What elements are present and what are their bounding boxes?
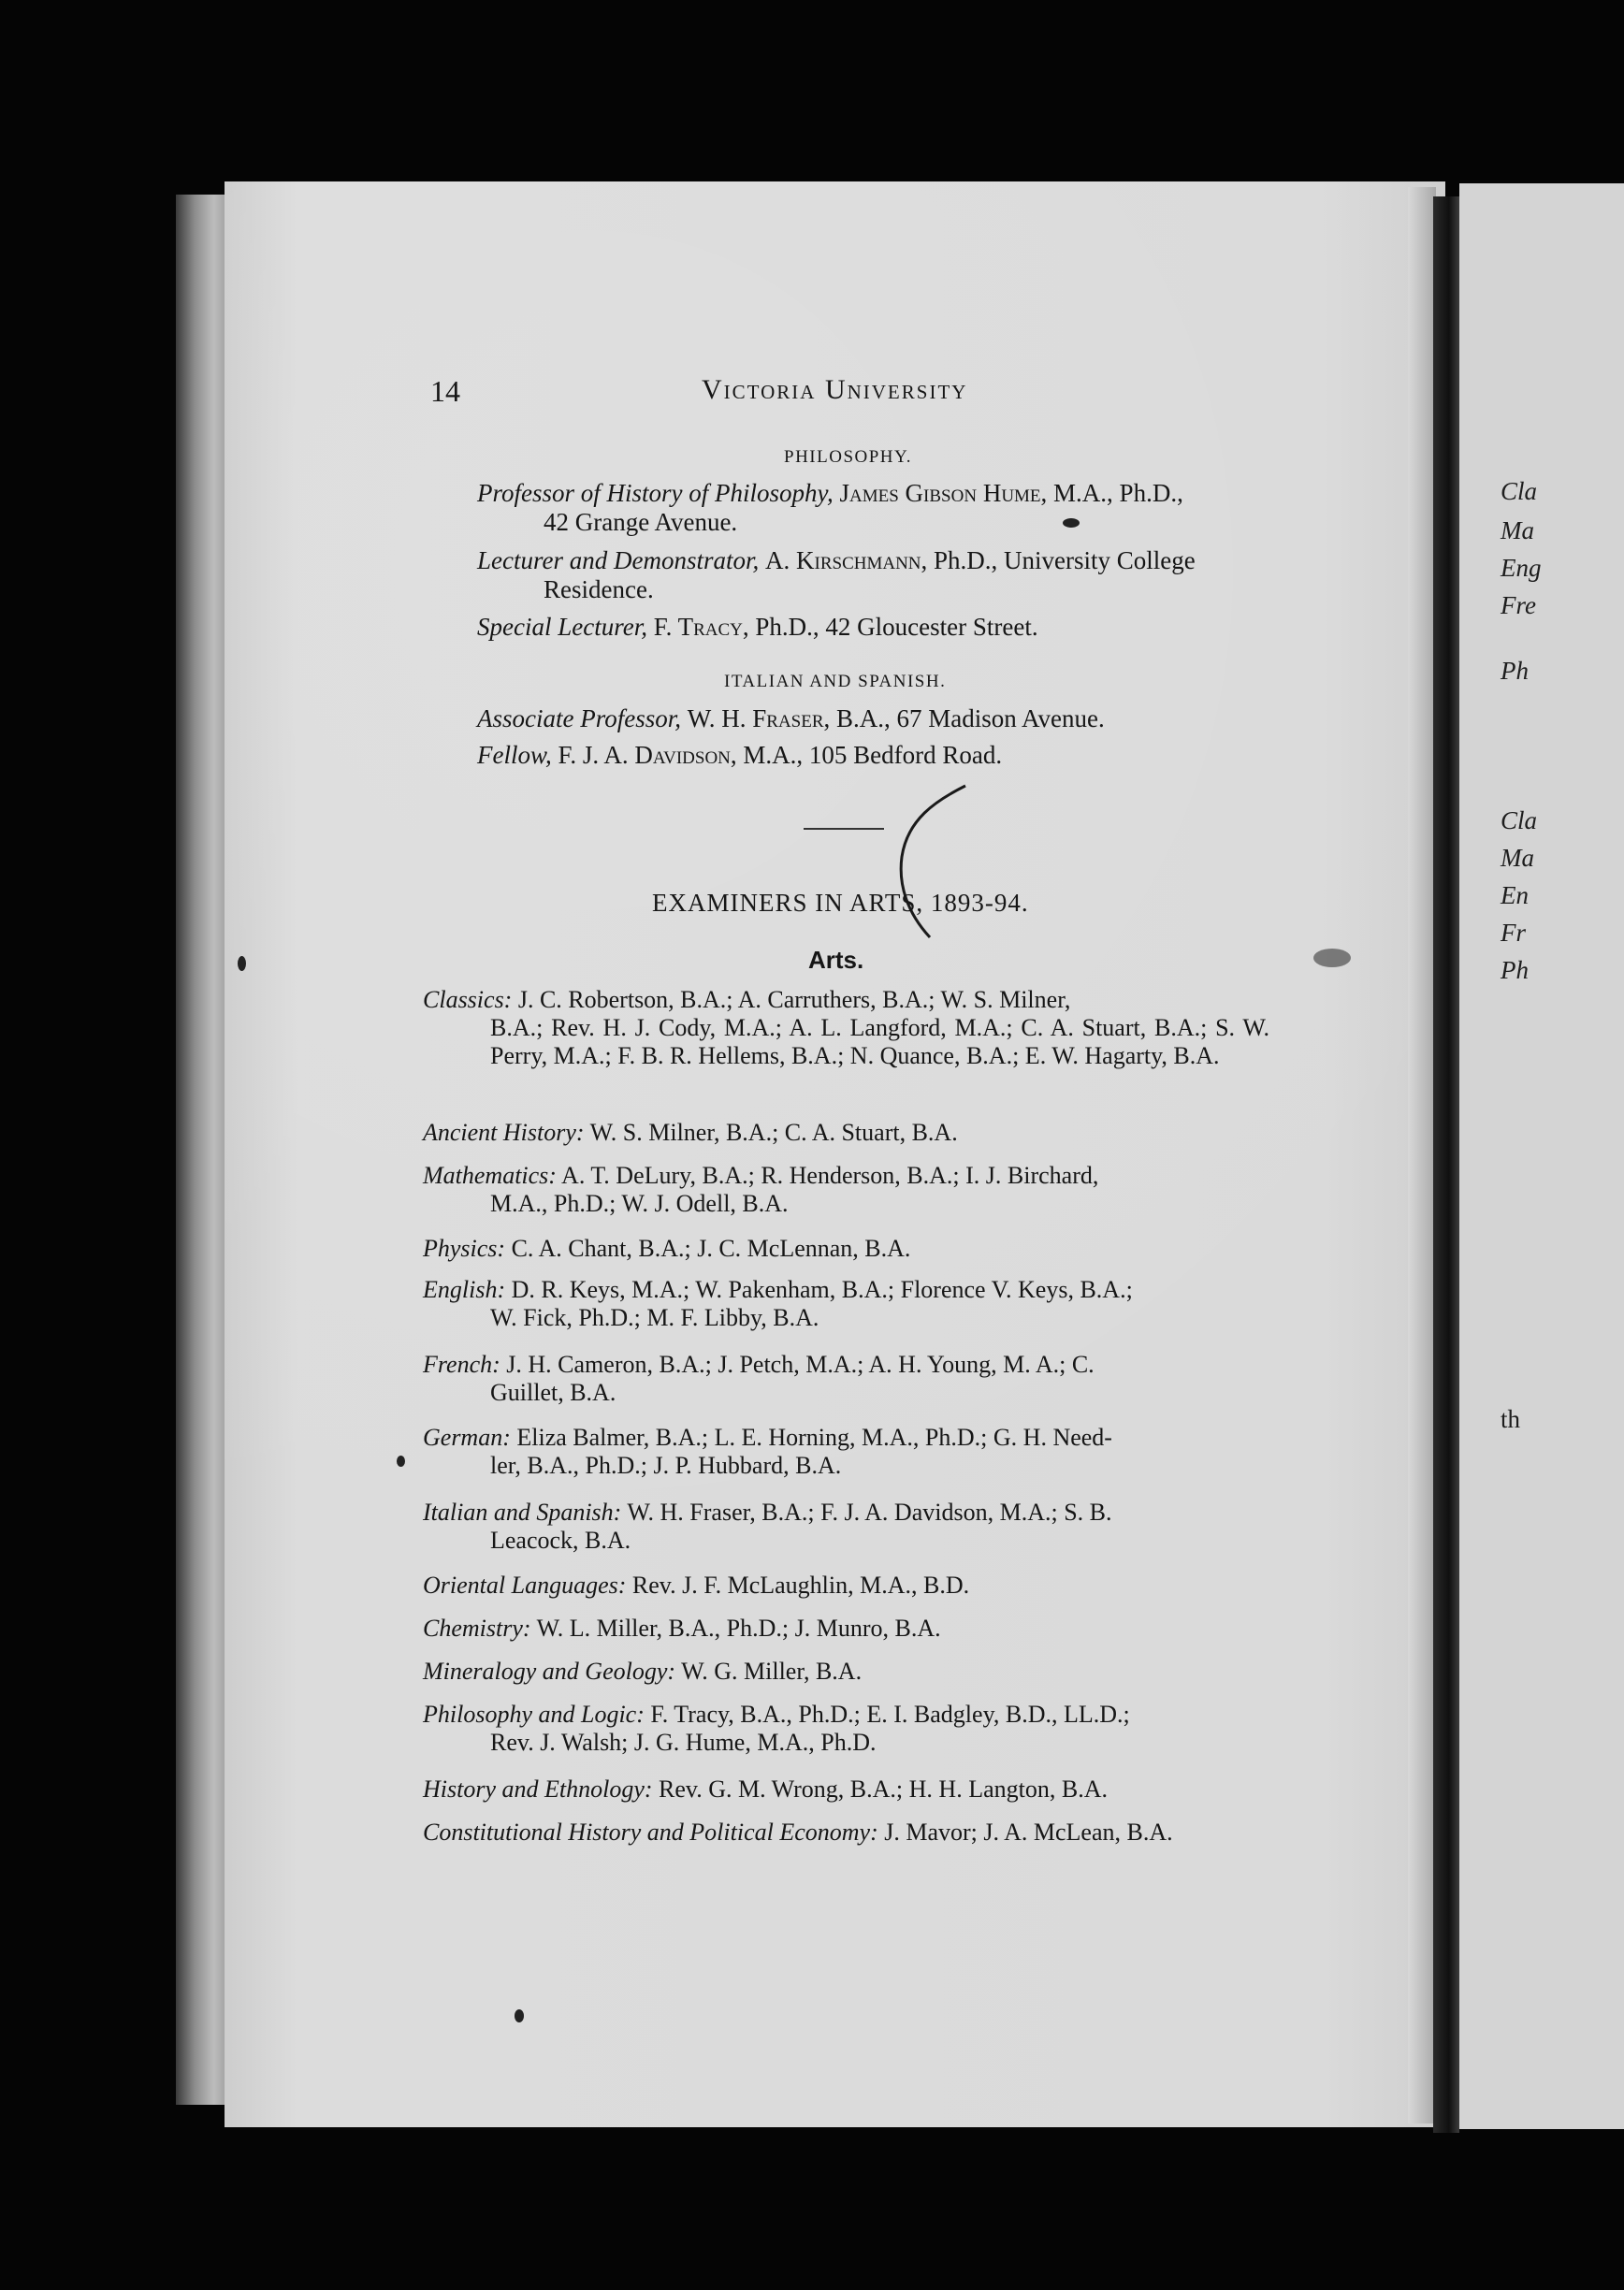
examiner-entry <box>423 1615 1269 1643</box>
examiner-names: J. H. Cameron, B.A.; J. Petch, M.A.; A. H. Young, M. A.; C. <box>506 1351 1095 1378</box>
staff-name: F. J. A. Davidson <box>558 741 731 769</box>
subject-label: Mineralogy and Geology: <box>423 1658 676 1685</box>
examiner-entry <box>423 1351 1269 1407</box>
staff-details: , B.A., 67 Madison Avenue. <box>823 704 1105 732</box>
subject-label: English: <box>423 1276 506 1303</box>
examiner-names-cont: Rev. J. Walsh; J. G. Hume, M.A., Ph.D. <box>490 1729 877 1756</box>
examiner-names: C. A. Chant, B.A.; J. C. McLennan, B.A. <box>511 1235 911 1262</box>
facing-fragment: Ph <box>1501 956 1529 984</box>
examiner-names-cont: B.A.; Rev. H. J. Cody, M.A.; A. L. Langford, M.A.; C. A. Stuart, B.A.; S. W. Perry, M.A.; F. B. R. Hellems, B.A.; N. Quance, B.A.; E. W. Hagarty, B.A. <box>490 1014 1269 1069</box>
subject-label: Chemistry: <box>423 1615 531 1642</box>
examiner-names: W. L. Miller, B.A., Ph.D.; J. Munro, B.A. <box>536 1615 941 1642</box>
examiner-names: F. Tracy, B.A., Ph.D.; E. I. Badgley, B.D., LL.D.; <box>650 1701 1130 1728</box>
staff-address: 42 Grange Avenue. <box>544 508 738 536</box>
examiner-names: D. R. Keys, M.A.; W. Pakenham, B.A.; Florence V. Keys, B.A.; <box>511 1276 1133 1303</box>
facing-fragment: Ma <box>1501 516 1534 544</box>
examiner-names: W. G. Miller, B.A. <box>681 1658 863 1685</box>
examiner-names-cont: ler, B.A., Ph.D.; J. P. Hubbard, B.A. <box>490 1452 842 1479</box>
examiner-entry <box>423 1424 1269 1480</box>
subject-label: Physics: <box>423 1235 506 1262</box>
staff-name: A. Kirschmann <box>765 546 921 574</box>
examiner-entry <box>423 1775 1269 1804</box>
staff-name: James Gibson Hume <box>839 479 1041 507</box>
examiner-entry <box>423 1276 1269 1332</box>
subject-label: Oriental Languages: <box>423 1572 627 1599</box>
staff-address: Residence. <box>544 575 654 603</box>
staff-role: Special Lecturer, <box>477 613 647 641</box>
facing-fragment: th <box>1501 1405 1521 1433</box>
facing-page <box>1459 183 1624 2129</box>
examiner-names: J. C. Robertson, B.A.; A. Carruthers, B.A.; W. S. Milner, <box>517 986 1071 1013</box>
scan-speck <box>1313 949 1351 967</box>
page-number: 14 <box>430 374 460 408</box>
examiner-entry <box>423 1235 1269 1263</box>
subject-label: History and Ethnology: <box>423 1775 653 1803</box>
facing-fragment: Ph <box>1501 657 1529 685</box>
staff-entry <box>477 546 1282 604</box>
examiner-entry <box>423 1499 1269 1555</box>
examiner-names-cont: M.A., Ph.D.; W. J. Odell, B.A. <box>490 1190 789 1217</box>
scan-speck <box>515 2009 524 2022</box>
staff-details: , M.A., Ph.D., <box>1040 479 1183 507</box>
subject-label: German: <box>423 1424 511 1451</box>
examiner-entry <box>423 1701 1269 1757</box>
subject-label: Classics: <box>423 986 513 1013</box>
examiner-entry <box>423 1119 1269 1147</box>
staff-role: Associate Professor, <box>477 704 681 732</box>
facing-fragment: Fre <box>1501 591 1536 619</box>
scan-speck <box>397 1456 405 1467</box>
staff-entry <box>477 704 1282 733</box>
section-heading-philosophy: PHILOSOPHY. <box>784 447 913 467</box>
facing-fragment: Fr <box>1501 919 1526 947</box>
book-cover-edge <box>176 195 230 2105</box>
examiner-names: J. Mavor; J. A. McLean, B.A. <box>884 1819 1173 1846</box>
staff-entry <box>477 613 1282 642</box>
arts-subheading: Arts. <box>808 946 864 974</box>
examiner-names: Rev. J. F. McLaughlin, M.A., B.D. <box>631 1572 970 1599</box>
examiner-names: Rev. G. M. Wrong, B.A.; H. H. Langton, B.A. <box>659 1775 1108 1803</box>
examiner-entry <box>423 986 1269 1070</box>
examiner-names: W. S. Milner, B.A.; C. A. Stuart, B.A. <box>589 1119 958 1146</box>
subject-label: Philosophy and Logic: <box>423 1701 645 1728</box>
staff-role: Professor of History of Philosophy, <box>477 479 834 507</box>
subject-label: Mathematics: <box>423 1162 557 1189</box>
facing-fragment: En <box>1501 881 1529 909</box>
page-header <box>430 374 1038 415</box>
scan-speck <box>238 956 246 971</box>
staff-role: Lecturer and Demonstrator, <box>477 546 760 574</box>
examiner-names-cont: W. Fick, Ph.D.; M. F. Libby, B.A. <box>490 1304 819 1331</box>
staff-details: , Ph.D., 42 Gloucester Street. <box>742 613 1038 641</box>
subject-label: Italian and Spanish: <box>423 1499 622 1526</box>
section-divider <box>804 828 884 830</box>
binding-shadow <box>1433 196 1459 2133</box>
page-gutter <box>1408 187 1436 2123</box>
examiner-entry <box>423 1658 1269 1686</box>
examiner-entry <box>423 1572 1269 1600</box>
staff-name: W. H. Fraser <box>687 704 824 732</box>
facing-fragment: Cla <box>1501 477 1538 505</box>
running-title: Victoria University <box>702 374 968 405</box>
examiner-entry <box>423 1162 1269 1218</box>
staff-role: Fellow, <box>477 741 552 769</box>
scan-speck <box>1063 518 1080 528</box>
section-heading-italian-spanish: ITALIAN AND SPANISH. <box>724 672 947 691</box>
staff-entry <box>477 741 1282 770</box>
subject-label: French: <box>423 1351 500 1378</box>
staff-details: , M.A., 105 Bedford Road. <box>730 741 1003 769</box>
examiners-title: EXAMINERS IN ARTS, 1893-94. <box>652 889 1029 917</box>
staff-name: F. Tracy <box>653 613 743 641</box>
examiner-names: A. T. DeLury, B.A.; R. Henderson, B.A.; I. J. Birchard, <box>561 1162 1099 1189</box>
staff-entry <box>477 479 1282 537</box>
subject-label: Constitutional History and Political Economy: <box>423 1819 878 1846</box>
facing-fragment: Eng <box>1501 554 1542 582</box>
examiner-names-cont: Leacock, B.A. <box>490 1527 631 1554</box>
examiner-names: Eliza Balmer, B.A.; L. E. Horning, M.A., Ph.D.; G. H. Need- <box>516 1424 1112 1451</box>
examiner-names: W. H. Fraser, B.A.; F. J. A. Davidson, M.A.; S. B. <box>627 1499 1112 1526</box>
facing-fragment: Ma <box>1501 844 1534 872</box>
examiner-names-cont: Guillet, B.A. <box>490 1379 616 1406</box>
examiner-entry <box>423 1819 1269 1847</box>
subject-label: Ancient History: <box>423 1119 585 1146</box>
staff-details: , Ph.D., University College <box>921 546 1196 574</box>
facing-fragment: Cla <box>1501 806 1538 834</box>
